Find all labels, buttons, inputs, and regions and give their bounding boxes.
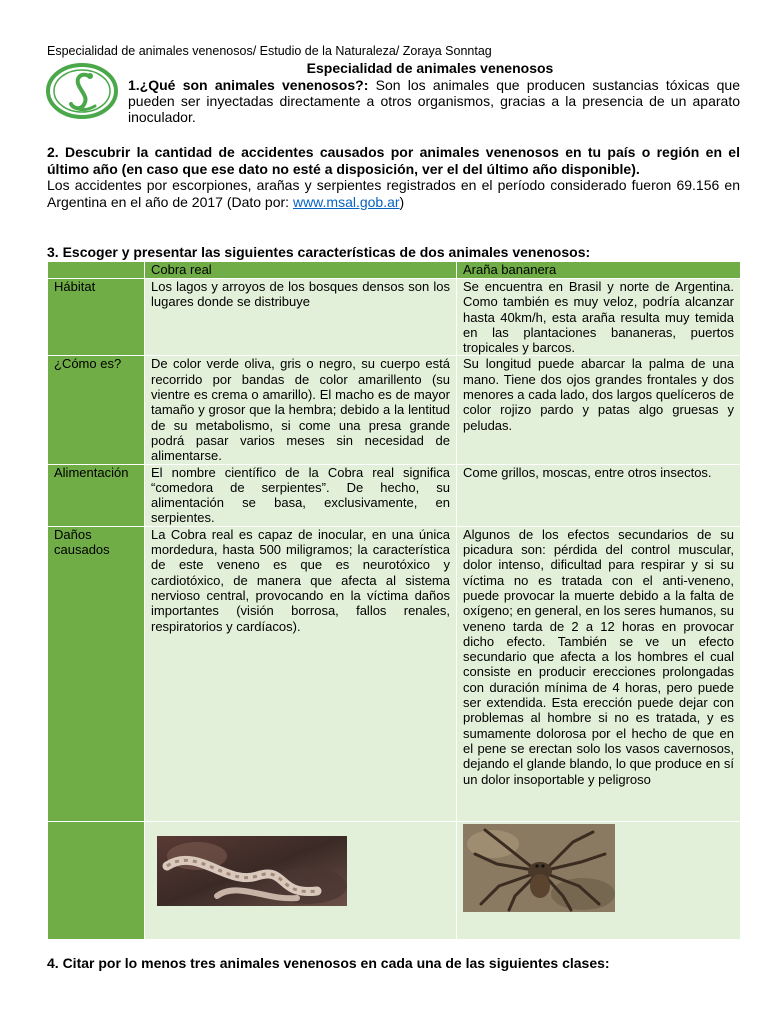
page-header: Especialidad de animales venenosos/ Estudio de la Naturaleza/ Zoraya Sonntag bbox=[47, 44, 492, 58]
row-label-photos bbox=[48, 821, 145, 939]
question-2 bbox=[47, 144, 740, 210]
spider-appearance: Su longitud puede abarcar la palma de una mano. Tiene dos ojos grandes frontales y dos menores a cada lado, dos largos quelíceros de color rojizo pardo y patas algo gruesas y peludas. bbox=[457, 356, 741, 464]
row-label-damage: Daños causados bbox=[48, 526, 145, 821]
spider-habitat: Se encuentra en Brasil y norte de Argentina. Como también es muy veloz, podría alcanzar hasta 40km/h, esta araña resulta muy temida en las plantaciones bananeras, puertos tropicales y barcos. bbox=[457, 279, 741, 356]
snake-emblem-icon bbox=[45, 62, 119, 120]
table-header-cobra: Cobra real bbox=[145, 262, 457, 279]
question-2-text-end: ) bbox=[399, 193, 405, 210]
row-label-appearance: ¿Cómo es? bbox=[48, 356, 145, 464]
msal-link[interactable]: www.msal.gob.ar bbox=[292, 193, 400, 210]
cobra-photo bbox=[157, 836, 347, 906]
table-header-row bbox=[48, 262, 741, 279]
spider-food: Come grillos, moscas, entre otros insectos. bbox=[457, 464, 741, 526]
table-row-photos bbox=[48, 821, 741, 939]
question-4-heading: 4. Citar por lo menos tres animales venenosos en cada una de las siguientes clases: bbox=[47, 955, 610, 971]
table-header-spider: Araña bananera bbox=[457, 262, 741, 279]
cobra-photo-cell bbox=[145, 821, 457, 939]
cobra-habitat: Los lagos y arroyos de los bosques densos son los lugares donde se distribuye bbox=[145, 279, 457, 356]
question-1-text: Son los animales que producen sustancias tóxicas que pueden ser inyectadas directamente a otros organismos, gracias a la presencia de un aparato inoculador. bbox=[128, 77, 741, 125]
table-header-empty bbox=[48, 262, 145, 279]
question-1 bbox=[128, 77, 740, 125]
characteristics-table bbox=[47, 261, 741, 940]
question-2-heading: 2. Descubrir la cantidad de accidentes causados por animales venenosos en tu país o región en el último año (en caso que ese dato no esté a disposición, ver el del último año disponible). bbox=[47, 144, 740, 177]
table-row-appearance bbox=[48, 356, 741, 464]
cobra-damage: La Cobra real es capaz de inocular, en una única mordedura, hasta 500 miligramos; la característica de este veneno es que es neurotóxico y cardiotóxico, de manera que afecta al sistema nervioso central, provocando en la víctima daños importantes (visión borrosa, fallos renales, respiratorios y cardíacos). bbox=[145, 526, 457, 821]
question-1-lead: 1.¿Qué son animales venenosos?: bbox=[128, 77, 369, 93]
spider-photo-cell bbox=[457, 821, 741, 939]
cobra-appearance: De color verde oliva, gris o negro, su cuerpo está recorrido por bandas de color amarillento (su vientre es crema o amarillo). El macho es de mayor tamaño y grosor que la hembra; debido a la lentitud de su metabolismo, si come una presa grande podrá pasar varios meses sin necesidad de alimentarse. bbox=[145, 356, 457, 464]
row-label-habitat: Hábitat bbox=[48, 279, 145, 356]
spider-damage: Algunos de los efectos secundarios de su picadura son: pérdida del control muscular, dolor intenso, dificultad para respirar y si su víctima no es tratada con el anti-veneno, puede provocar la muerte debido a la falta de oxígeno; en general, en los seres humanos, su veneno tarda de 2 a 12 horas en provocar dicho efecto. También se ve un efecto secundario que afecta a los hombres el cual consiste en producir erecciones prolongadas con duración mínima de 4 horas, pero puede ser extendida. Esta erección puede dejar con problemas al hombre si no es tratada, y es sumamente dolorosa por el hecho de que en el pene se erectan solo los vasos cavernosos, dejando el glande blando, lo que produce en sí un dolor insoportable y peligroso bbox=[457, 526, 741, 821]
question-2-answer bbox=[47, 177, 740, 210]
cobra-food: El nombre científico de la Cobra real significa “comedora de serpientes”. De hecho, su alimentación se basa, exclusivamente, en serpientes. bbox=[145, 464, 457, 526]
spider-photo bbox=[463, 824, 615, 912]
table-row-habitat bbox=[48, 279, 741, 356]
document-title: Especialidad de animales venenosos bbox=[306, 60, 554, 76]
question-3-heading: 3. Escoger y presentar las siguientes características de dos animales venenosos: bbox=[47, 244, 591, 260]
row-label-food: Alimentación bbox=[48, 464, 145, 526]
question-2-text: Los accidentes por escorpiones, arañas y serpientes registrados en el período considerado fueron 69.156 en Argentina en el año de 2017 (Dato por: bbox=[47, 177, 740, 210]
table-row-food bbox=[48, 464, 741, 526]
table-row-damage bbox=[48, 526, 741, 821]
